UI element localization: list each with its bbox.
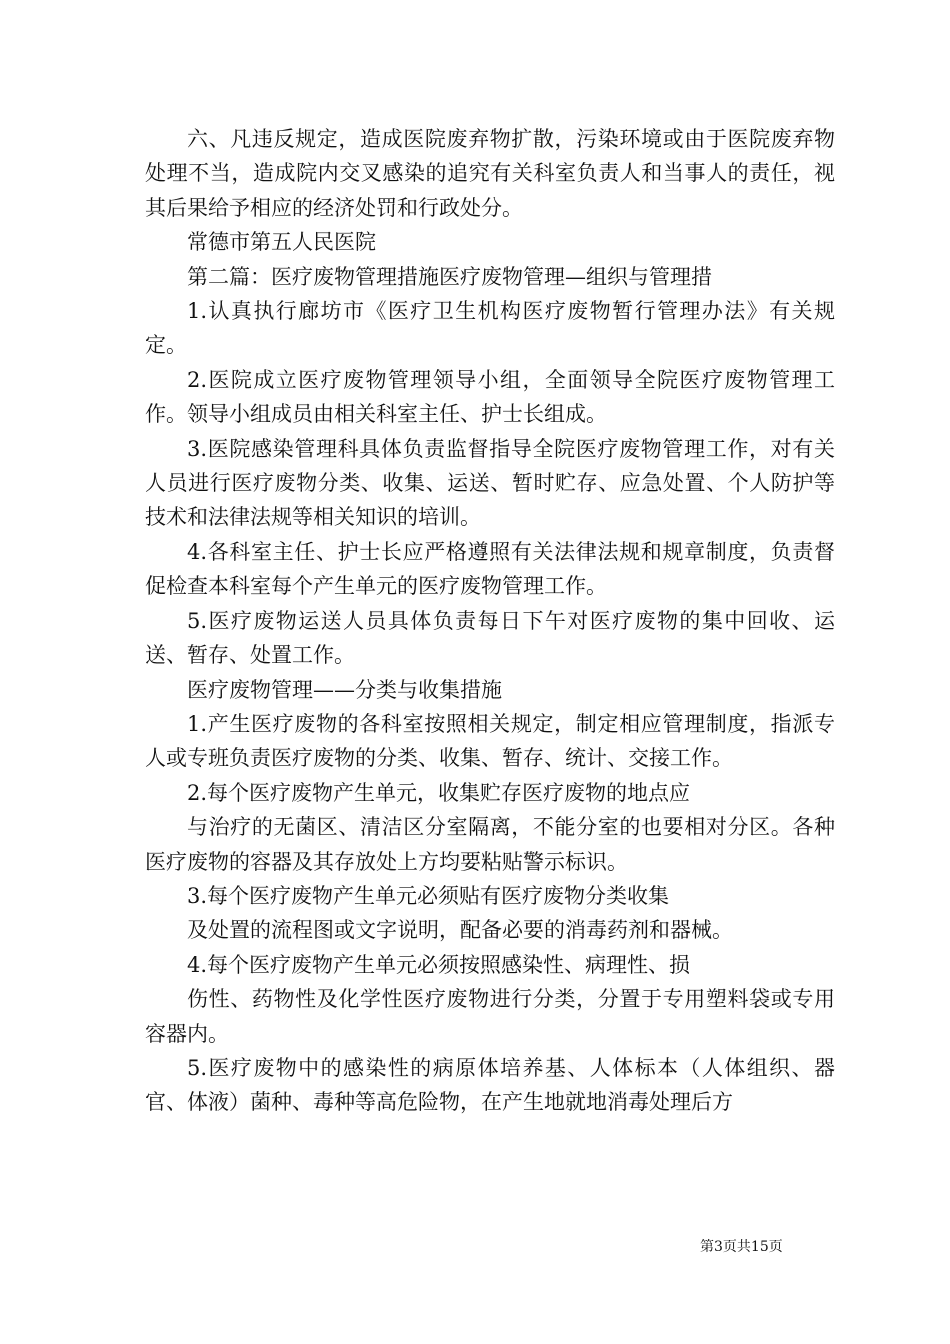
paragraph-class-item-3a: 3.每个医疗废物产生单元必须贴有医疗废物分类收集 xyxy=(187,883,670,908)
paragraph-org-item-3: 3.医院感染管理科具体负责监督指导全院医疗废物管理工作，对有关人员进行医疗废物分类、收集、运送、暂时贮存、应急处置、个人防护等技术和法律法规等相关知识的培训。 xyxy=(145,436,835,530)
paragraph-org-item-2: 2.医院成立医疗废物管理领导小组，全面领导全院医疗废物管理工作。领导小组成员由相关科室主任、护士长组成。 xyxy=(145,367,835,427)
paragraph-class-item-3b: 及处置的流程图或文字说明，配备必要的消毒药剂和器械。 xyxy=(187,918,733,943)
page-number-footer: 第3页共15页 xyxy=(700,1239,783,1255)
paragraph-class-item-4b: 伤性、药物性及化学性医疗废物进行分类，分置于专用塑料袋或专用容器内。 xyxy=(145,987,835,1046)
paragraph-class-item-2a: 2.每个医疗废物产生单元，收集贮存医疗废物的地点应 xyxy=(187,780,691,805)
paragraph-org-item-4: 4.各科室主任、护士长应严格遵照有关法律法规和规章制度，负责督促检查本科室每个产生单元的医疗废物管理工作。 xyxy=(145,539,835,599)
document-body xyxy=(145,122,835,1120)
paragraph-org-item-5: 5.医疗废物运送人员具体负责每日下午对医疗废物的集中回收、运送、暂存、处置工作。 xyxy=(145,608,835,668)
paragraph-classification-heading: 医疗废物管理——分类与收集措施 xyxy=(187,677,502,702)
paragraph-class-item-1: 1.产生医疗废物的各科室按照相关规定，制定相应管理制度，指派专人或专班负责医疗废物的分类、收集、暂存、统计、交接工作。 xyxy=(145,711,835,771)
paragraph-class-item-4a: 4.每个医疗废物产生单元必须按照感染性、病理性、损 xyxy=(187,952,691,977)
paragraph-hospital-name: 常德市第五人民医院 xyxy=(187,230,376,255)
paragraph-class-item-2b: 与治疗的无菌区、清洁区分室隔离，不能分室的也要相对分区。各种医疗废物的容器及其存放处上方均要粘贴警示标识。 xyxy=(145,815,835,874)
paragraph-section-two-title: 第二篇：医疗废物管理措施医疗废物管理—组织与管理措 xyxy=(187,264,712,289)
paragraph-article-six: 六、凡违反规定，造成医院废弃物扩散，污染环境或由于医院废弃物处理不当，造成院内交叉感染的追究有关科室负责人和当事人的责任，视其后果给予相应的经济处罚和行政处分。 xyxy=(145,127,835,220)
paragraph-class-item-5: 5.医疗废物中的感染性的病原体培养基、人体标本（人体组织、器官、体液）菌种、毒种等高危险物，在产生地就地消毒处理后方 xyxy=(145,1055,835,1115)
paragraph-org-item-1: 1.认真执行廊坊市《医疗卫生机构医疗废物暂行管理办法》有关规定。 xyxy=(145,299,835,358)
